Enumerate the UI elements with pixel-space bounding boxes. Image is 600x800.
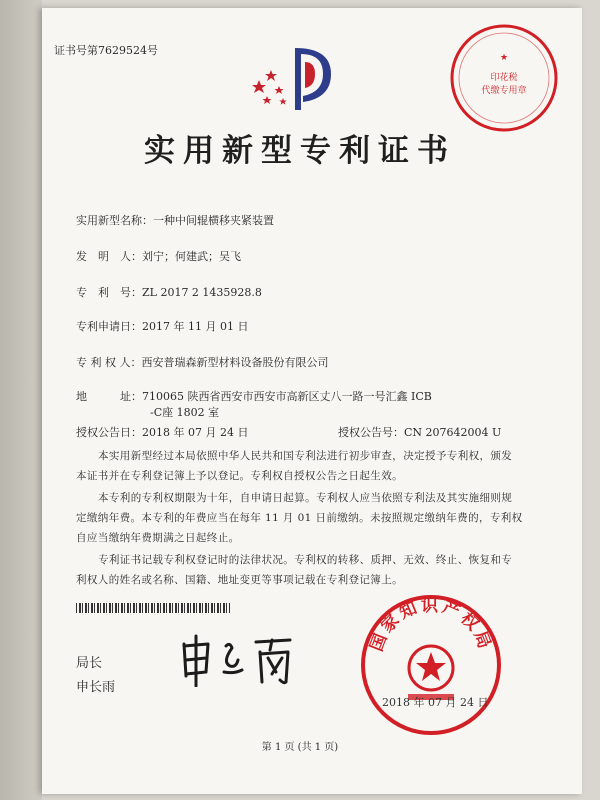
official-seal <box>356 590 506 740</box>
body-paragraph-2-line-2: 定缴纳年费。本专利的年费应当在每年 11 月 01 日前缴纳。未按照规定缴纳年费的，专利权 <box>76 512 523 524</box>
body-paragraph-2-line-3: 自应当缴纳年费期满之日起终止。 <box>76 532 240 544</box>
field-patent-number <box>76 284 262 300</box>
field-label: 专利申请日： <box>76 320 142 333</box>
field-value: 西安普瑞森新型材料设备股份有限公司 <box>141 356 329 369</box>
field-label: 授权公告号： <box>338 426 404 439</box>
certificate-number-label: 证书号第 <box>54 44 98 57</box>
field-label: 实用新型名称： <box>76 214 153 227</box>
svg-text:代缴专用章: 代缴专用章 <box>481 86 527 96</box>
field-address-line2 <box>150 404 219 420</box>
certificate-title: 实用新型专利证书 <box>144 133 456 169</box>
seal-text: 国家知识产权局 <box>366 595 496 655</box>
cnipa-logo-icon <box>245 40 355 112</box>
field-value: 2018 年 07 月 24 日 <box>142 426 249 439</box>
body-paragraph-2-line-1: 本专利的专利权期限为十年，自申请日起算。专利权人应当依照专利法及其实施细则规 <box>98 492 513 504</box>
field-value: CN 207642004 U <box>404 426 502 439</box>
svg-text:印花税: 印花税 <box>490 73 518 83</box>
certificate-number-value: 7629524 <box>98 44 147 57</box>
field-value: 2017 年 11 月 01 日 <box>142 320 249 333</box>
field-label: 专 利 权 人： <box>76 356 142 369</box>
field-utility-model-name <box>76 212 274 228</box>
field-label: 地 址： <box>76 390 142 403</box>
body-paragraph-1-line-2: 本证书并在专利登记簿上予以登记。专利权自授权公告之日起生效。 <box>76 470 403 482</box>
field-value: 刘宁；何建武；吴飞 <box>142 250 241 263</box>
field-label: 专 利 号： <box>76 286 142 299</box>
field-grant-date <box>76 424 248 440</box>
body-paragraph-3-line-2: 利权人的姓名或名称、国籍、地址变更等事项记载在专利登记簿上。 <box>76 574 403 586</box>
body-paragraph-1-line-1: 本实用新型经过本局依照中华人民共和国专利法进行初步审查，决定授予专利权，颁发 <box>98 450 513 462</box>
barcode <box>76 603 230 613</box>
certificate-number <box>54 42 158 58</box>
body-paragraph-3-line-1: 专利证书记载专利权登记时的法律状况。专利权的转移、质押、无效、终止、恢复和专 <box>98 554 513 566</box>
corner-stamp <box>446 20 562 136</box>
handwritten-signature <box>178 632 308 687</box>
certificate-number-suffix: 号 <box>147 44 158 57</box>
field-address <box>76 388 432 404</box>
signatory-name: 申长雨 <box>76 680 116 695</box>
field-value: 710065 陕西省西安市西安市高新区丈八一路一号汇鑫 ICB <box>142 390 432 403</box>
signatory-title: 局长 <box>76 656 103 671</box>
seal-date: 2018 年 07 月 24 日 <box>382 696 489 709</box>
field-label: 授权公告日： <box>76 426 142 439</box>
field-patentee <box>76 354 329 370</box>
page-indicator: 第 1 页 (共 1 页) <box>261 742 339 753</box>
field-filing-date <box>76 318 248 334</box>
field-label: 发 明 人： <box>76 250 142 263</box>
field-value: 一种中间辊横移夹紧装置 <box>153 214 274 227</box>
page-edge-shadow <box>0 0 42 800</box>
field-grant-number <box>338 424 501 440</box>
field-value: ZL 2017 2 1435928.8 <box>142 286 262 299</box>
field-inventors <box>76 248 241 264</box>
svg-text:★: ★ <box>499 53 509 63</box>
field-value: -C座 1802 室 <box>150 406 220 419</box>
